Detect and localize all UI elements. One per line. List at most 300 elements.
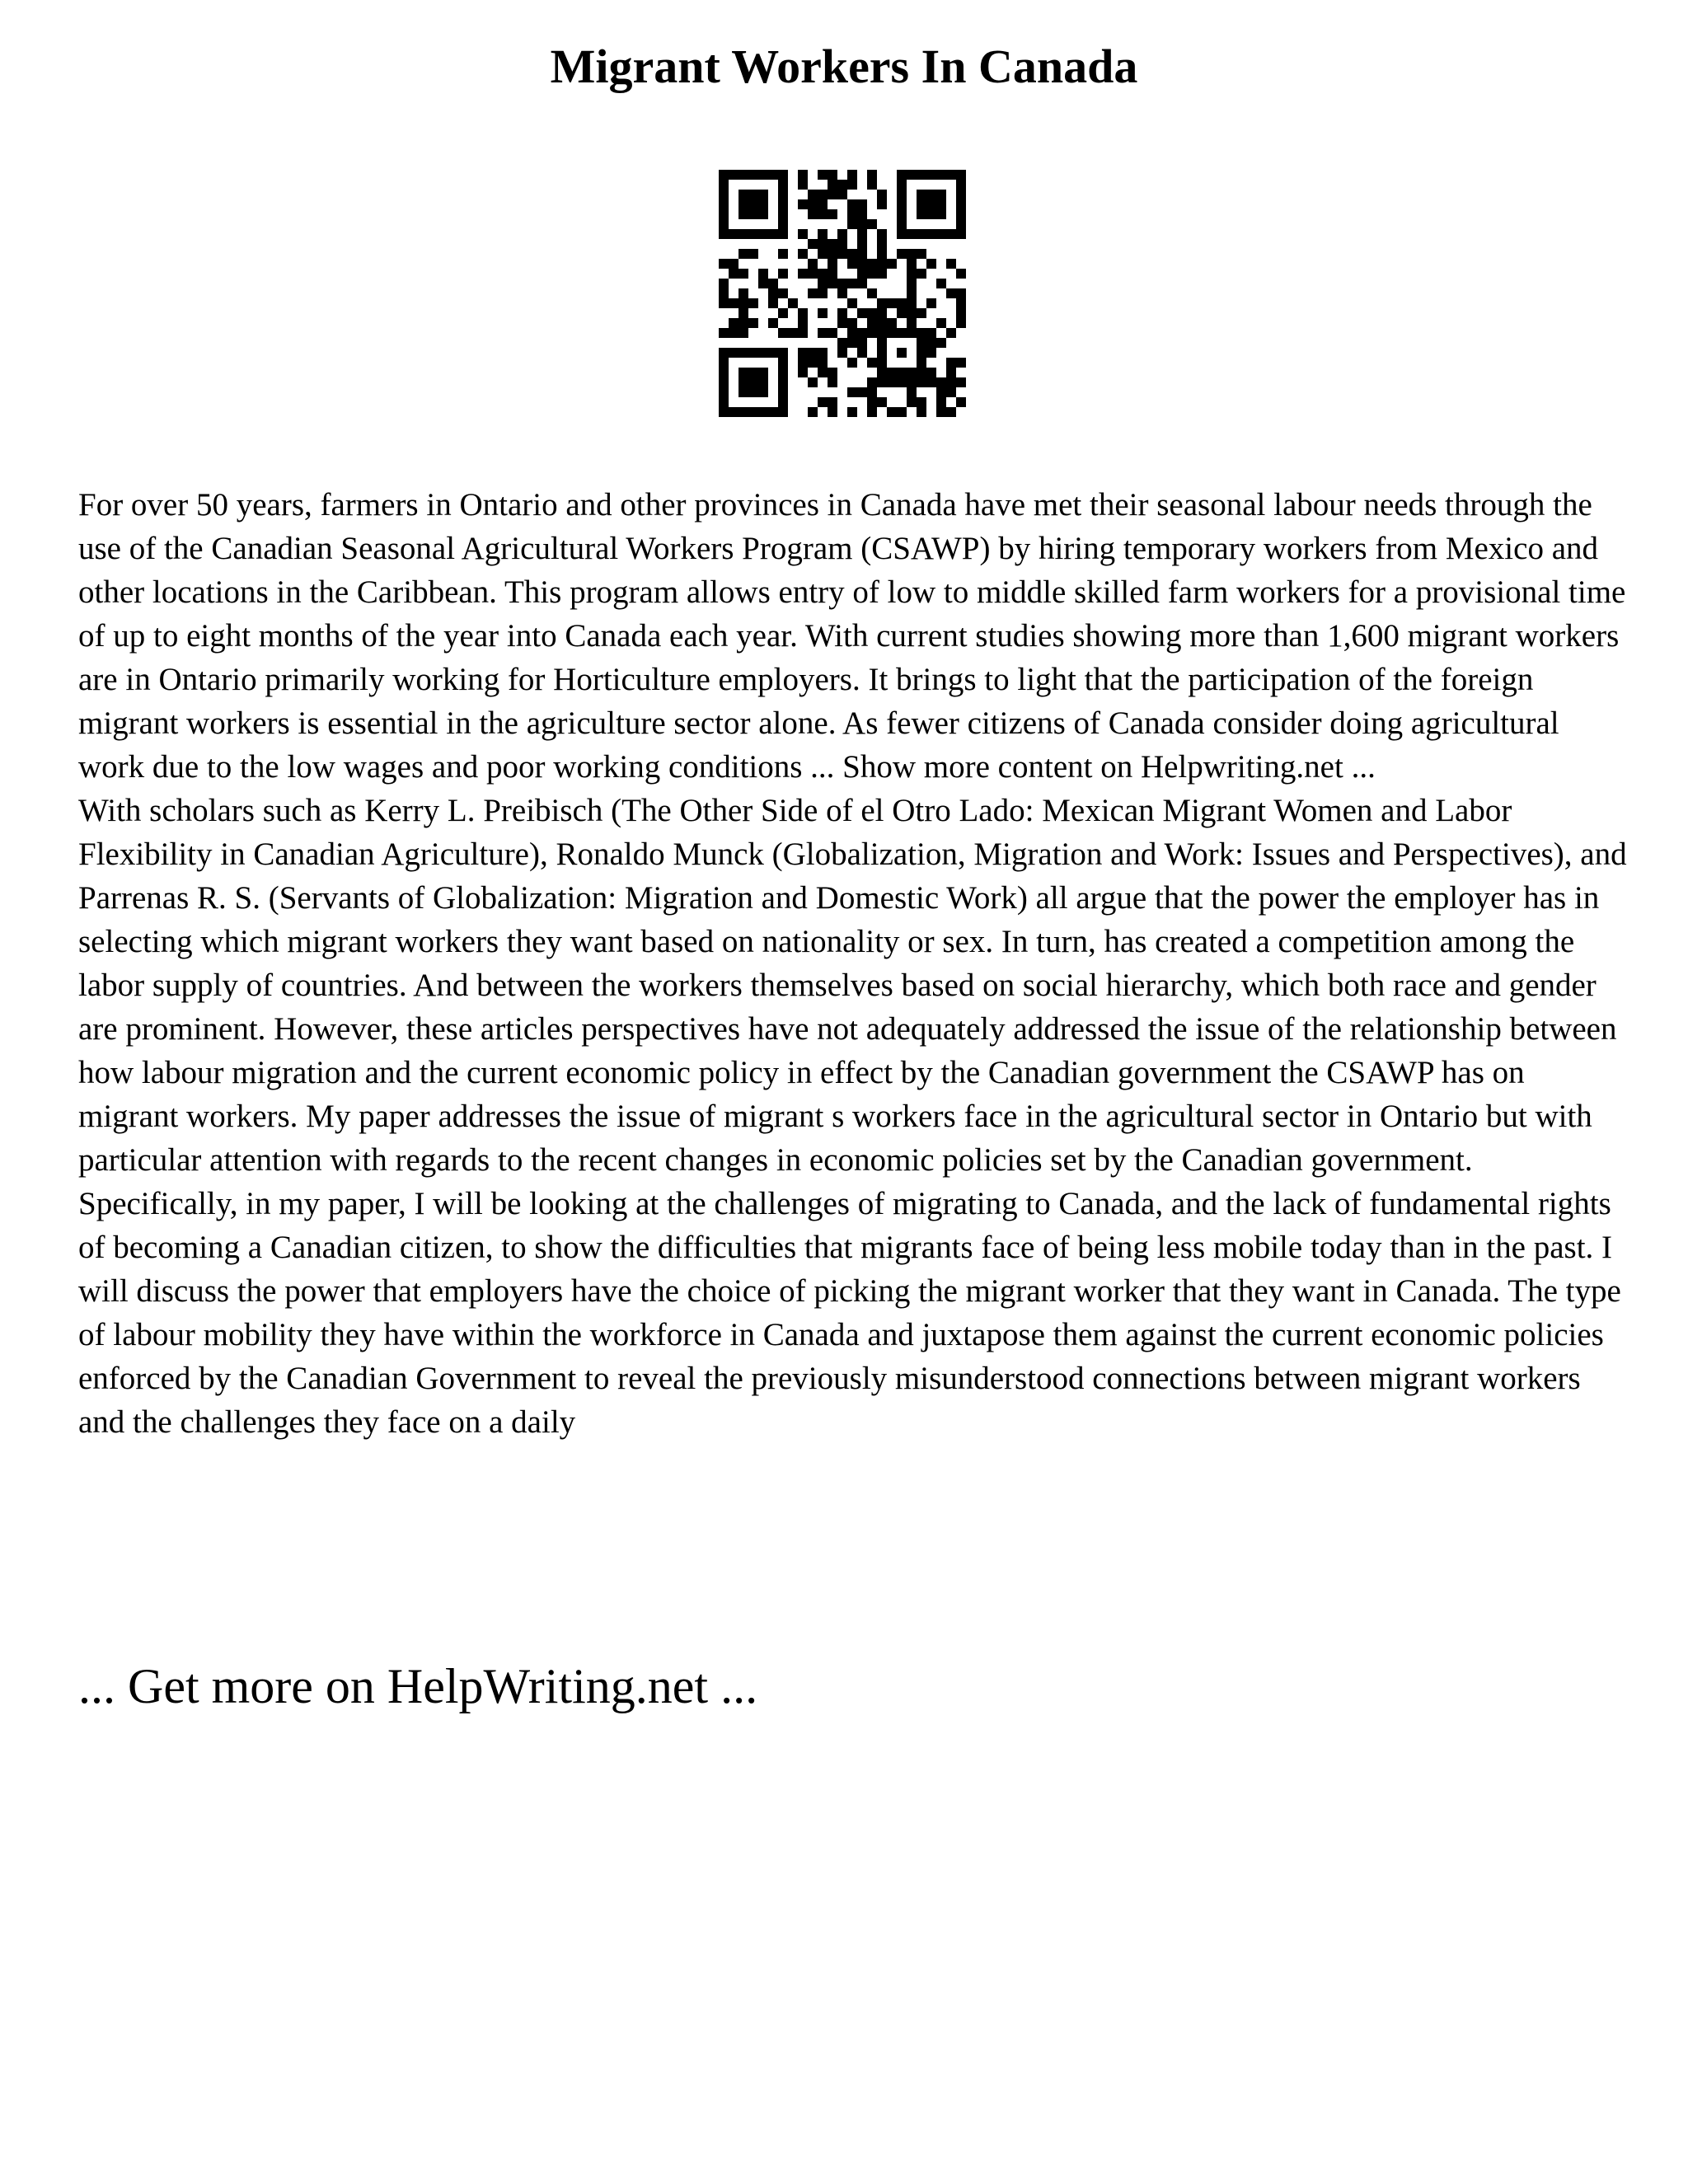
qr-module — [719, 348, 729, 358]
qr-module — [808, 239, 818, 249]
qr-module — [897, 229, 907, 239]
qr-module — [729, 269, 738, 279]
qr-module — [758, 279, 768, 288]
qr-module — [828, 170, 837, 180]
qr-module — [926, 298, 936, 308]
qr-module — [907, 308, 917, 318]
qr-module — [956, 298, 966, 308]
qr-module — [719, 259, 729, 269]
qr-module — [936, 407, 946, 417]
qr-module — [907, 397, 917, 407]
qr-module — [818, 358, 828, 368]
qr-module — [877, 338, 887, 348]
qr-module — [887, 407, 897, 417]
qr-module — [748, 318, 758, 328]
qr-module — [867, 180, 877, 190]
qr-module — [867, 269, 877, 279]
qr-module — [778, 358, 788, 368]
qr-module — [828, 239, 837, 249]
qr-module — [818, 199, 828, 209]
qr-module — [857, 229, 867, 239]
qr-module — [778, 199, 788, 209]
qr-module — [719, 180, 729, 190]
qr-module — [738, 387, 748, 397]
qr-module — [778, 269, 788, 279]
qr-module — [867, 219, 877, 229]
qr-module — [778, 190, 788, 199]
qr-module — [857, 239, 867, 249]
qr-module — [828, 377, 837, 387]
qr-module — [808, 358, 818, 368]
qr-module — [926, 229, 936, 239]
qr-module — [847, 199, 857, 209]
qr-module — [877, 249, 887, 259]
qr-module — [729, 318, 738, 328]
qr-module — [857, 269, 867, 279]
qr-module — [877, 269, 887, 279]
qr-module — [719, 219, 729, 229]
qr-module — [956, 190, 966, 199]
qr-module — [788, 298, 798, 308]
qr-module — [847, 407, 857, 417]
qr-module — [956, 397, 966, 407]
qr-module — [936, 170, 946, 180]
qr-module — [956, 219, 966, 229]
qr-module — [946, 387, 956, 397]
qr-module — [857, 219, 867, 229]
qr-module — [936, 387, 946, 397]
qr-module — [956, 308, 966, 318]
qr-module — [719, 199, 729, 209]
qr-module — [857, 328, 867, 338]
qr-module — [778, 377, 788, 387]
qr-module — [926, 348, 936, 358]
qr-module — [818, 170, 828, 180]
qr-module — [788, 328, 798, 338]
qr-module — [907, 249, 917, 259]
qr-module — [907, 259, 917, 269]
qr-module — [917, 407, 926, 417]
qr-module — [719, 397, 729, 407]
qr-module — [738, 199, 748, 209]
qr-module — [897, 219, 907, 229]
qr-module — [847, 219, 857, 229]
qr-module — [828, 407, 837, 417]
qr-module — [956, 229, 966, 239]
qr-module — [926, 259, 936, 269]
qr-module — [828, 328, 837, 338]
qr-module — [917, 249, 926, 259]
qr-module — [738, 209, 748, 219]
qr-module — [758, 348, 768, 358]
qr-module — [729, 298, 738, 308]
qr-module — [917, 308, 926, 318]
qr-module — [768, 229, 778, 239]
qr-module — [748, 377, 758, 387]
qr-module — [798, 180, 808, 190]
qr-module — [719, 170, 729, 180]
qr-module — [867, 328, 877, 338]
qr-module — [907, 387, 917, 397]
qr-module — [956, 269, 966, 279]
qr-module — [748, 249, 758, 259]
qr-module — [897, 298, 907, 308]
qr-module — [837, 288, 847, 298]
qr-module — [818, 397, 828, 407]
qr-module — [729, 407, 738, 417]
qr-module — [946, 288, 956, 298]
qr-module — [778, 308, 788, 318]
qr-module — [828, 190, 837, 199]
qr-module — [877, 308, 887, 318]
qr-module — [917, 397, 926, 407]
qr-module — [818, 348, 828, 358]
page-title: Migrant Workers In Canada — [550, 40, 1138, 93]
qr-module — [758, 407, 768, 417]
qr-module — [917, 229, 926, 239]
qr-module — [857, 209, 867, 219]
qr-module — [729, 170, 738, 180]
qr-module — [857, 387, 867, 397]
qr-module — [926, 209, 936, 219]
qr-module — [867, 170, 877, 180]
qr-module — [768, 288, 778, 298]
qr-module — [917, 358, 926, 368]
qr-module — [857, 199, 867, 209]
qr-module — [828, 259, 837, 269]
qr-module — [758, 387, 768, 397]
qr-module — [729, 259, 738, 269]
qr-module — [897, 180, 907, 190]
qr-module — [719, 190, 729, 199]
qr-module — [778, 170, 788, 180]
qr-module — [758, 199, 768, 209]
qr-module — [847, 318, 857, 328]
qr-module — [877, 298, 887, 308]
qr-module — [798, 249, 808, 259]
qr-module — [926, 170, 936, 180]
qr-module — [877, 328, 887, 338]
qr-module — [917, 209, 926, 219]
qr-module — [818, 239, 828, 249]
qr-module — [847, 338, 857, 348]
qr-module — [847, 387, 857, 397]
qr-module — [837, 279, 847, 288]
qr-module — [857, 279, 867, 288]
qr-module — [719, 328, 729, 338]
qr-module — [946, 229, 956, 239]
qr-module — [818, 229, 828, 239]
qr-module — [798, 328, 808, 338]
qr-module — [738, 170, 748, 180]
qr-module — [867, 407, 877, 417]
qr-module — [867, 358, 877, 368]
qr-module — [798, 348, 808, 358]
qr-module — [748, 199, 758, 209]
qr-module — [926, 199, 936, 209]
qr-module — [946, 259, 956, 269]
qr-module — [719, 377, 729, 387]
qr-module — [798, 358, 808, 368]
qr-module — [877, 239, 887, 249]
qr-module — [897, 209, 907, 219]
qr-module — [917, 199, 926, 209]
qr-module — [719, 288, 729, 298]
qr-module — [778, 407, 788, 417]
qr-module — [956, 358, 966, 368]
qr-module — [778, 249, 788, 259]
qr-module — [936, 279, 946, 288]
qr-module — [837, 180, 847, 190]
qr-module — [778, 209, 788, 219]
qr-module — [847, 328, 857, 338]
qr-module — [778, 348, 788, 358]
qr-module — [818, 328, 828, 338]
qr-module — [936, 199, 946, 209]
qr-module — [778, 387, 788, 397]
qr-module — [818, 308, 828, 318]
qr-module — [808, 199, 818, 209]
qr-module — [867, 308, 877, 318]
qr-module — [917, 269, 926, 279]
qr-module — [837, 348, 847, 358]
qr-module — [877, 397, 887, 407]
qr-module — [877, 318, 887, 328]
qr-module — [837, 249, 847, 259]
qr-module — [877, 190, 887, 199]
qr-module — [926, 377, 936, 387]
qr-module — [897, 328, 907, 338]
qr-module — [897, 368, 907, 377]
qr-module — [907, 318, 917, 328]
qr-module — [808, 190, 818, 199]
qr-module — [798, 368, 808, 377]
qr-module — [808, 348, 818, 358]
qr-module — [897, 407, 907, 417]
qr-module — [926, 338, 936, 348]
qr-module — [818, 368, 828, 377]
qr-module — [748, 368, 758, 377]
qr-module — [719, 387, 729, 397]
qr-module — [828, 269, 837, 279]
qr-module — [828, 209, 837, 219]
qr-module — [917, 368, 926, 377]
qr-module — [907, 298, 917, 308]
qr-module — [808, 259, 818, 269]
qr-module — [917, 328, 926, 338]
qr-module — [768, 407, 778, 417]
qr-module — [837, 338, 847, 348]
qr-module — [907, 377, 917, 387]
qr-module — [936, 318, 946, 328]
qr-module — [936, 338, 946, 348]
qr-module — [719, 229, 729, 239]
qr-module — [897, 170, 907, 180]
qr-module — [778, 288, 788, 298]
qr-module — [847, 279, 857, 288]
qr-module — [748, 229, 758, 239]
qr-module — [887, 377, 897, 387]
qr-module — [738, 190, 748, 199]
qr-module — [738, 348, 748, 358]
qr-module — [857, 348, 867, 358]
qr-code-icon — [719, 170, 966, 417]
qr-module — [729, 328, 738, 338]
qr-module — [719, 358, 729, 368]
qr-module — [877, 259, 887, 269]
qr-module — [867, 377, 877, 387]
qr-module — [907, 279, 917, 288]
qr-module — [768, 348, 778, 358]
qr-module — [847, 249, 857, 259]
qr-module — [758, 190, 768, 199]
qr-module — [798, 170, 808, 180]
qr-module — [946, 358, 956, 368]
get-more-link[interactable]: ... Get more on HelpWriting.net ... — [78, 1659, 758, 1713]
qr-module — [877, 229, 887, 239]
qr-module — [907, 269, 917, 279]
qr-module — [818, 209, 828, 219]
qr-module — [936, 377, 946, 387]
qr-module — [758, 269, 768, 279]
qr-module — [738, 298, 748, 308]
qr-module — [798, 229, 808, 239]
qr-module — [818, 269, 828, 279]
qr-module — [808, 407, 818, 417]
qr-module — [907, 288, 917, 298]
qr-module — [887, 318, 897, 328]
qr-module — [729, 348, 738, 358]
qr-module — [867, 259, 877, 269]
qr-module — [847, 170, 857, 180]
qr-module — [748, 298, 758, 308]
qr-module — [847, 180, 857, 190]
qr-module — [768, 318, 778, 328]
qr-module — [738, 288, 748, 298]
qr-module — [877, 199, 887, 209]
qr-module — [758, 209, 768, 219]
qr-module — [778, 397, 788, 407]
qr-module — [818, 190, 828, 199]
qr-module — [926, 190, 936, 199]
qr-module — [738, 308, 748, 318]
qr-module — [778, 328, 788, 338]
qr-module — [738, 269, 748, 279]
qr-module — [748, 407, 758, 417]
qr-module — [946, 377, 956, 387]
qr-module — [738, 328, 748, 338]
paragraph-intro: For over 50 years, farmers in Ontario and other provinces in Canada have met their seasonal labour needs through the use of the Canadian Seasonal Agricultural Workers Program (CSAWP) by hiring temporary workers from Mexico and other locations in the Caribbean. This program allows entry of low to middle skilled farm workers for a provisional time of up to eight months of the year into Canada each year. With current studies showing more than 1,600 migrant workers are in Ontario primarily working for Horticulture employers. It brings to light that the participation of the foreign migrant workers is essential in the agriculture sector alone. As fewer citizens of Canada consider doing agricultural work due to the low wages and poor working conditions ... Show more content on Helpwriting.net ... — [78, 487, 1626, 785]
qr-module — [946, 368, 956, 377]
qr-module — [917, 190, 926, 199]
qr-module — [887, 368, 897, 377]
qr-module — [877, 358, 887, 368]
qr-module — [917, 338, 926, 348]
qr-module — [778, 180, 788, 190]
qr-module — [738, 249, 748, 259]
qr-module — [758, 229, 768, 239]
qr-module — [808, 269, 818, 279]
qr-module — [778, 219, 788, 229]
qr-module — [798, 318, 808, 328]
qr-module — [748, 348, 758, 358]
qr-module — [936, 190, 946, 199]
qr-module — [956, 209, 966, 219]
qr-module — [946, 328, 956, 338]
qr-module — [867, 387, 877, 397]
qr-module — [808, 288, 818, 298]
qr-module — [946, 170, 956, 180]
qr-module — [768, 298, 778, 308]
qr-module — [738, 318, 748, 328]
qr-module — [719, 209, 729, 219]
qr-module — [768, 279, 778, 288]
qr-module — [936, 209, 946, 219]
paragraph-scholars: With scholars such as Kerry L. Preibisch (The Other Side of el Otro Lado: Mexican Migrant Women and Labor Flexibility in Canadian Agriculture), Ronaldo Munck (Globalization, Migration and Work: Issues and Perspectives), and Parrenas R. S. (Servants of Globalization: Migration and Domestic Work) all argue that the power the employer has in selecting which migrant workers they want based on nationality or sex. In turn, has created a competition among the labor supply of countries. And between the workers themselves based on social hierarchy, which both race and gender are prominent. However, these articles perspectives have not adequately addressed the issue of the relationship between how labour migration and the current economic policy in effect by the Canadian government the CSAWP has on migrant workers. My paper addresses the issue of migrant s workers face in the agricultural sector in Ontario but with particular attention with regards to the recent changes in economic policies set by the Canadian government. Specifically, in my paper, I will be looking at the challenges of migrating to Canada, and the lack of fundamental rights of becoming a Canadian citizen, to show the difficulties that migrants face of being less mobile today than in the past. I will discuss the power that employers have the choice of picking the migrant worker that they want in Canada. The type of labour mobility they have within the workforce in Canada and juxtapose them against the current economic policies enforced by the Canadian Government to reveal the previously misunderstood connections between migrant workers and the challenges they face on a daily — [78, 793, 1627, 1440]
qr-module — [897, 348, 907, 358]
qr-module — [897, 190, 907, 199]
qr-module — [907, 368, 917, 377]
qr-module — [877, 368, 887, 377]
qr-module — [798, 308, 808, 318]
qr-module — [847, 298, 857, 308]
qr-module — [798, 199, 808, 209]
qr-module — [956, 170, 966, 180]
qr-module — [897, 199, 907, 209]
qr-module — [857, 259, 867, 269]
qr-module — [936, 229, 946, 239]
qr-module — [887, 298, 897, 308]
qr-module — [877, 377, 887, 387]
qr-module — [867, 397, 877, 407]
qr-module — [926, 368, 936, 377]
qr-module — [867, 318, 877, 328]
qr-module — [936, 397, 946, 407]
qr-code-graphic — [719, 170, 966, 417]
qr-module — [719, 368, 729, 377]
qr-module — [837, 318, 847, 328]
qr-module — [719, 279, 729, 288]
qr-module — [808, 377, 818, 387]
qr-module — [748, 190, 758, 199]
qr-module — [897, 308, 907, 318]
qr-module — [847, 259, 857, 269]
qr-module — [837, 190, 847, 199]
body-text — [78, 483, 1628, 1444]
qr-module — [946, 407, 956, 417]
qr-module — [738, 407, 748, 417]
qr-module — [847, 209, 857, 219]
qr-module — [917, 377, 926, 387]
qr-module — [837, 229, 847, 239]
qr-module — [837, 308, 847, 318]
qr-module — [768, 170, 778, 180]
qr-module — [917, 170, 926, 180]
qr-module — [828, 249, 837, 259]
qr-module — [818, 279, 828, 288]
qr-module — [738, 377, 748, 387]
qr-module — [907, 170, 917, 180]
qr-module — [956, 288, 966, 298]
qr-module — [956, 199, 966, 209]
qr-module — [897, 377, 907, 387]
qr-module — [818, 288, 828, 298]
qr-module — [778, 229, 788, 239]
qr-module — [828, 397, 837, 407]
qr-module — [818, 249, 828, 259]
qr-module — [758, 377, 768, 387]
qr-module — [738, 368, 748, 377]
